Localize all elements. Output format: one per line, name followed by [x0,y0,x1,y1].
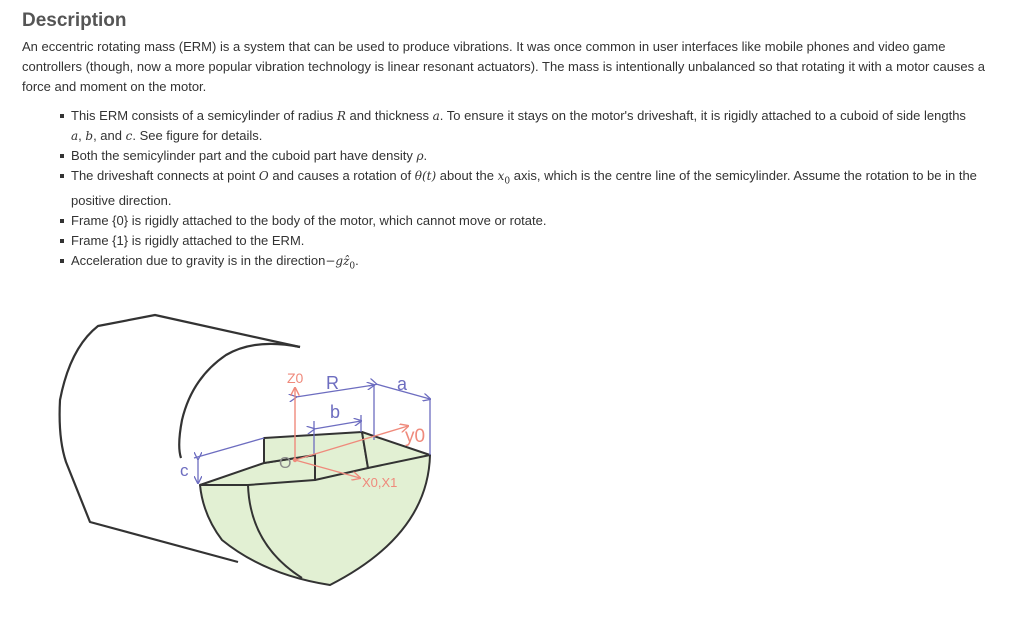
list-item: Frame {0} is rigidly attached to the body of the motor, which cannot move or rotate. [60,211,1007,231]
O-label: O [279,455,292,472]
origin-point [293,458,297,462]
z0-label: Z0 [287,370,304,386]
list-item: Frame {1} is rigidly attached to the ERM. [60,231,1007,251]
list-item: Both the semicylinder part and the cuboid part have density ρ. [60,146,1007,166]
math-a: a [432,109,440,123]
assumption-list [22,106,1007,277]
list-item: This ERM consists of a semicylinder of radius R and thickness a. To ensure it stays on the motor's driveshaft, it is rigidly attached to a cuboid of side lengths a, b, and c. See figure for details. [60,106,1007,146]
description-section [22,10,1007,277]
math-theta: θ(t) [414,169,437,183]
R-label: R [326,373,339,393]
c-label: c [180,461,189,480]
math-a: a [71,129,79,143]
list-item: The driveshaft connects at point O and causes a rotation of θ(t) about the $x_0$ axis, which is the centre line of the semicylinder. Assume the rotation to be in the positive direction. [60,166,1007,211]
math-x0: $x_0$ [497,169,511,187]
math-R: R [336,109,346,123]
intro-paragraph: An eccentric rotating mass (ERM) is a system that can be used to produce vibrations. It was once common in user interfaces like mobile phones and video game controllers (though, now a more popular vibration technology is linear resonant actuators). The mass is intentionally unbalanced so that rotating it with a motor causes a force and moment on the motor. [22,39,986,94]
b-label: b [330,402,341,422]
math-rho: ρ [416,149,424,163]
math-c: c [125,129,133,143]
section-heading: Description [22,10,127,31]
a-label: a [397,374,408,394]
erm-figure [50,310,450,600]
y0-label: y0 [405,426,426,447]
math-b: b [85,129,94,143]
x0-x1-label: X0,X1 [362,475,398,490]
math-gravity: −gẑ$_0$ [325,254,356,272]
list-item: Acceleration due to gravity is in the direction−gẑ$_0$. [60,251,1007,276]
math-O: O [258,169,269,183]
